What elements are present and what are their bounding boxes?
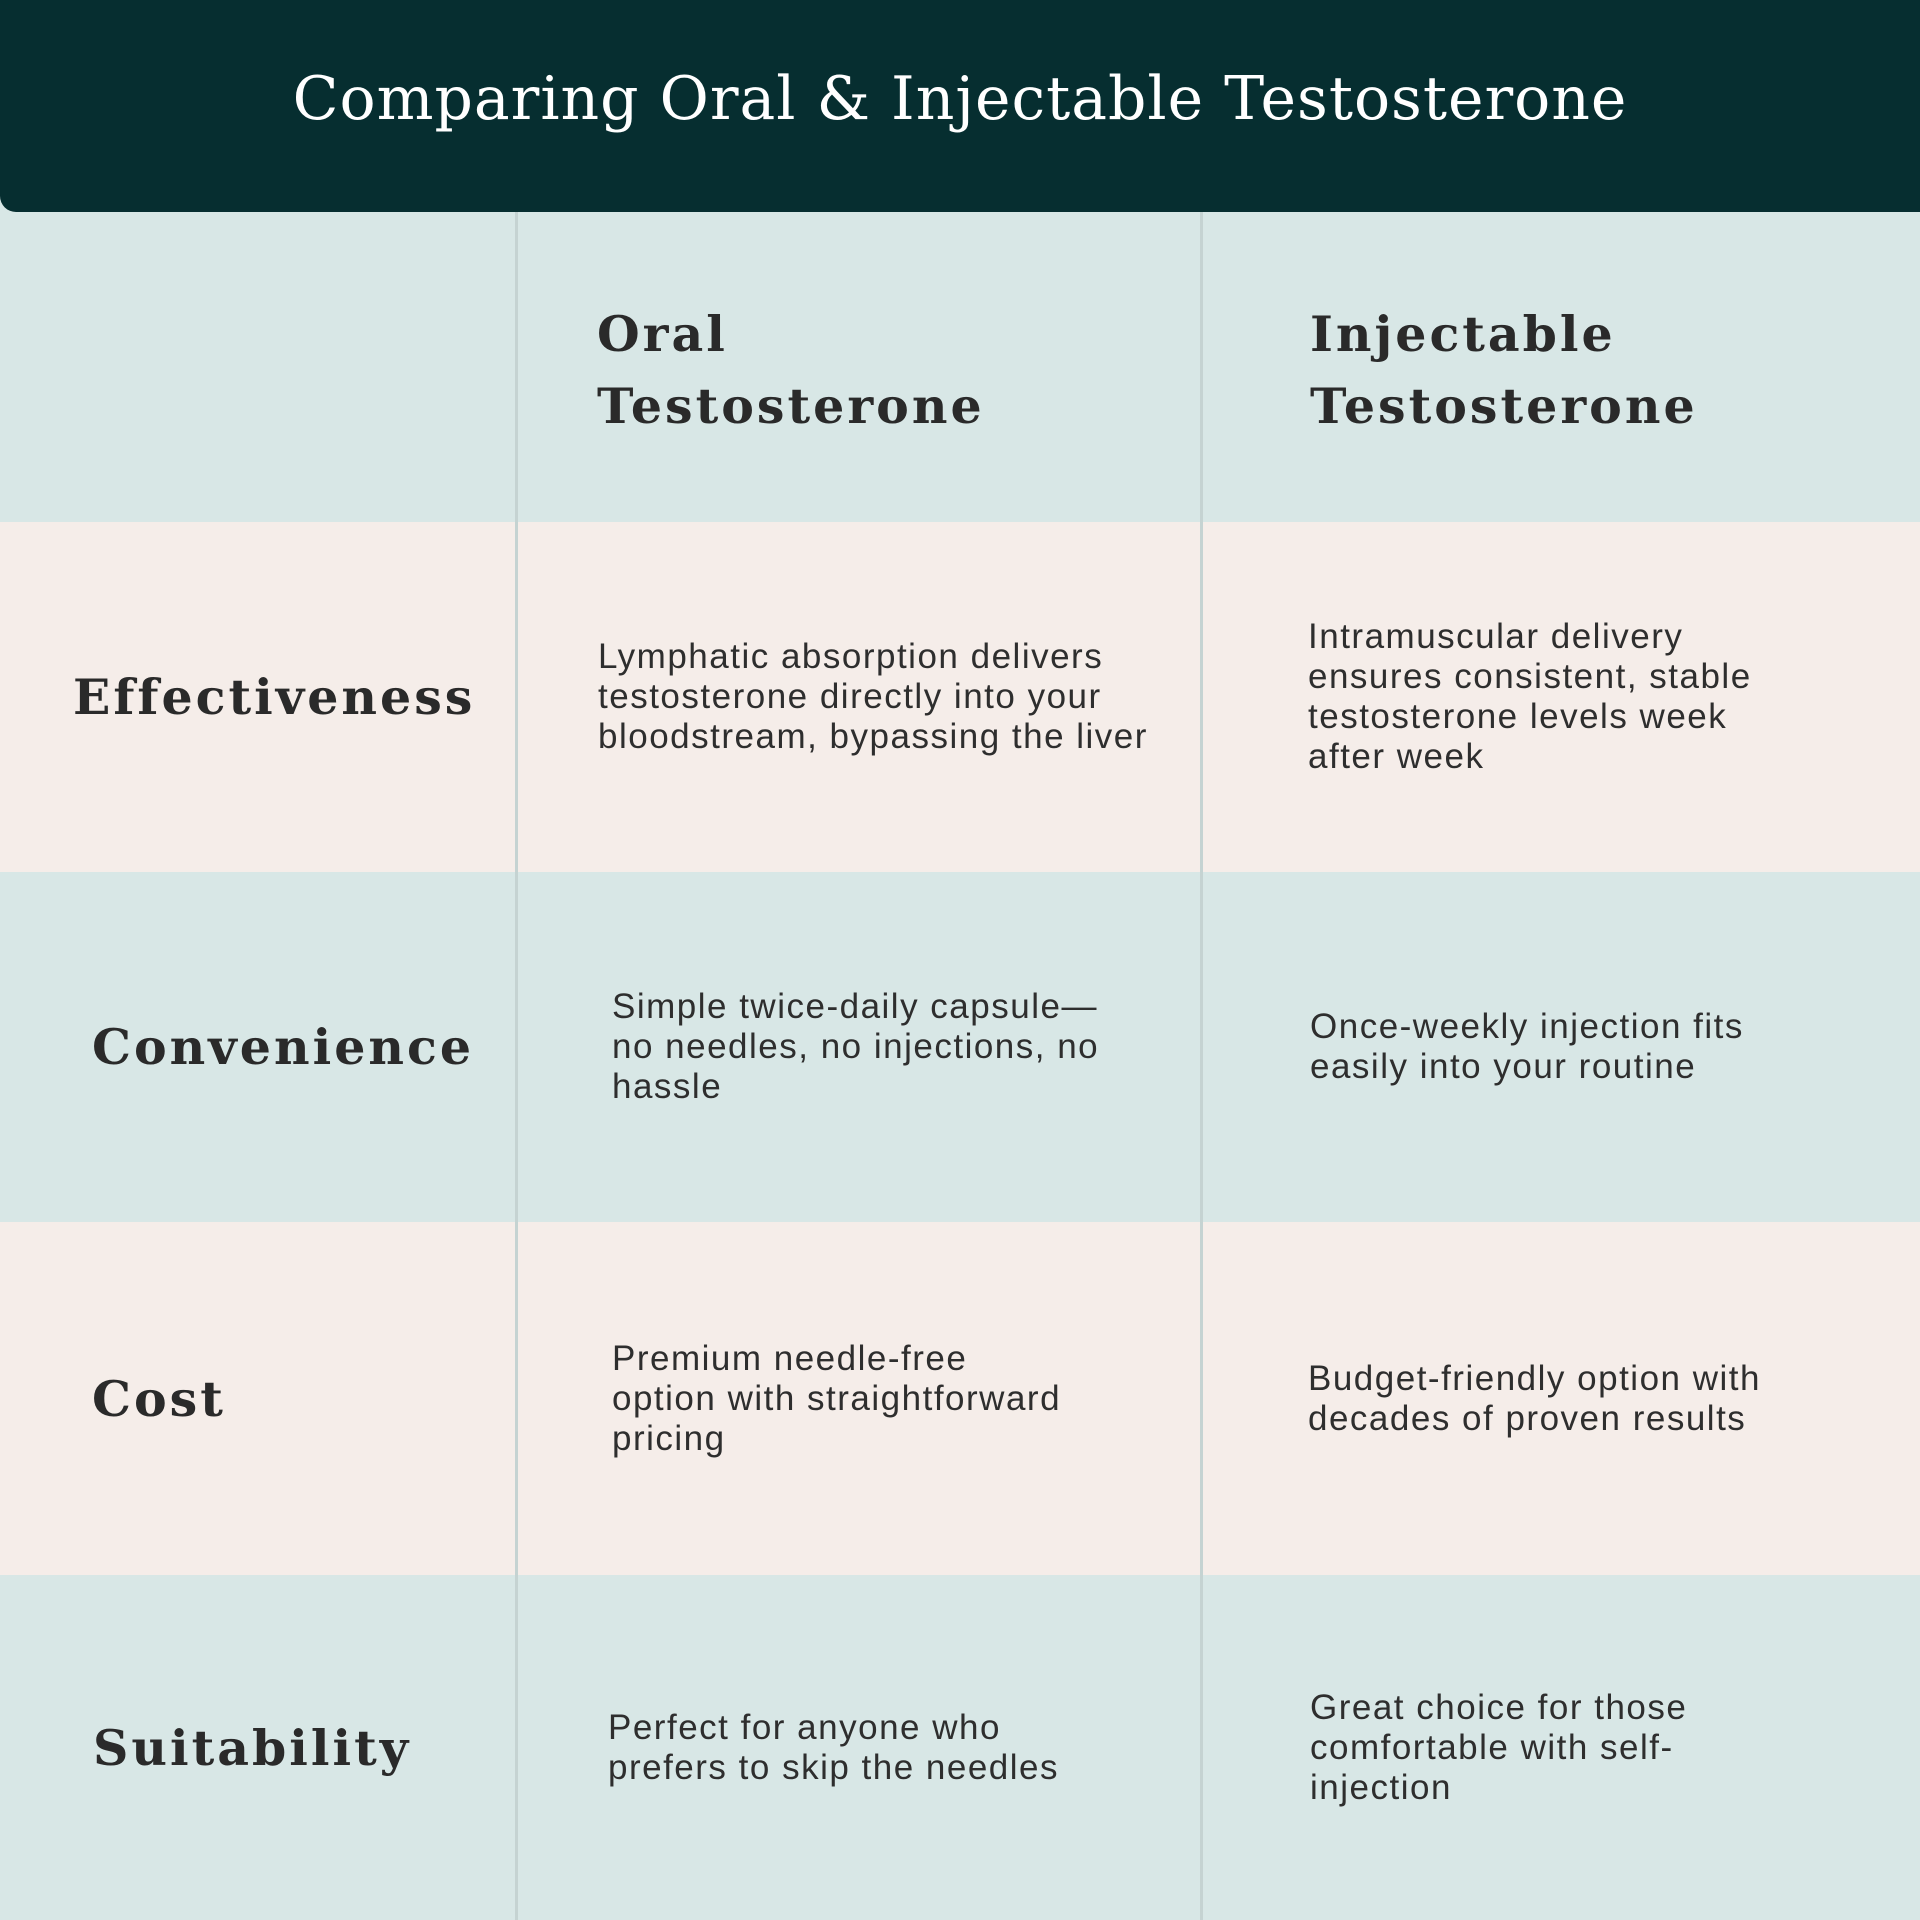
row-label-text: Cost [92, 1369, 226, 1428]
cell-text: Great choice for those comfortable with self-injection [1310, 1687, 1688, 1807]
column-divider [1200, 212, 1203, 1920]
row-label-convenience [0, 872, 515, 1222]
cell-oral-cost [612, 1222, 1072, 1575]
title-banner [0, 0, 1920, 212]
row-label-suitability [0, 1575, 515, 1920]
column-header-injectable [1310, 298, 1698, 442]
row-label-text: Convenience [92, 1018, 475, 1076]
row-label-effectiveness [0, 522, 515, 872]
cell-injectable-convenience [1310, 872, 1830, 1222]
cell-text: Premium needle-free option with straightforward pricing [612, 1338, 1062, 1458]
cell-injectable-effectiveness [1308, 522, 1798, 872]
column-header-line: Injectable [1310, 305, 1616, 363]
page-title: Comparing Oral & Injectable Testosterone [292, 64, 1628, 134]
cell-text: Lymphatic absorption delivers testosterone directly into your bloodstream, bypassing the liver [598, 637, 1148, 756]
row-label-cost [0, 1222, 515, 1575]
cell-oral-suitability [608, 1575, 1128, 1920]
column-header-line: Testosterone [1310, 377, 1698, 435]
cell-text: Intramuscular delivery ensures consistent, stable testosterone levels week after week [1308, 617, 1752, 776]
row-label-text: Suitability [93, 1718, 412, 1777]
column-divider [515, 212, 518, 1920]
cell-oral-effectiveness [598, 522, 1168, 872]
cell-text: Simple twice-daily capsule—no needles, no injections, no hassle [612, 987, 1100, 1106]
cell-text: Once-weekly injection fits easily into your routine [1310, 1007, 1744, 1086]
column-header-oral [597, 298, 985, 442]
column-header-line: Oral [597, 305, 728, 363]
cell-text: Perfect for anyone who prefers to skip the needles [608, 1707, 1060, 1787]
column-header-line: Testosterone [597, 377, 985, 435]
cell-oral-convenience [612, 872, 1112, 1222]
cell-text: Budget-friendly option with decades of proven results [1308, 1358, 1761, 1438]
row-label-text: Effectiveness [73, 668, 476, 726]
cell-injectable-cost [1308, 1222, 1768, 1575]
cell-injectable-suitability [1310, 1575, 1750, 1920]
